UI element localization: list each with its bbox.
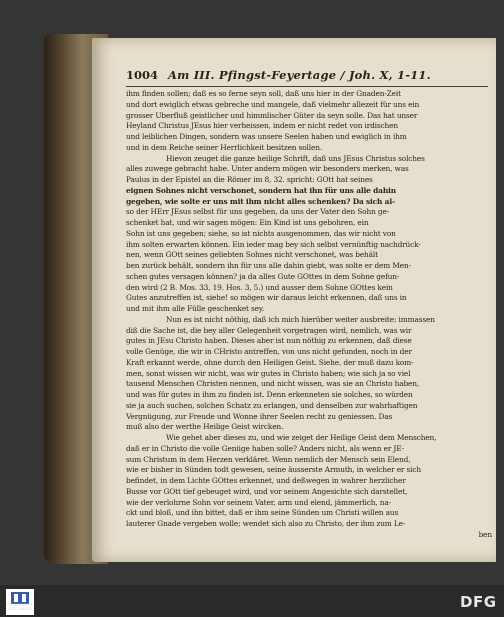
footer-bar: [0, 585, 504, 617]
text-line: muß also der werthe Heilige Geist wircken.: [126, 422, 284, 432]
header-rule: [126, 86, 488, 87]
book-page: [92, 38, 496, 562]
text-line: Kraft erkannt werde, ohne durch den Heiligen Geist. Siehe, der muß dazu kom-: [126, 357, 414, 367]
dfg-logo: DFG: [460, 593, 497, 611]
text-line: diß die Sache ist, die bey aller Gelegenheit vorgetragen wird, nemlich, was wir: [126, 325, 412, 335]
text-line: schenket hat, und wir sagen mögen: Ein Kind ist uns gebohren, ein: [126, 218, 369, 227]
text-line: wie der verlohrne Sohn vor seinem Vater, arm und elend, jämmerlich, na-: [126, 497, 391, 507]
library-logo-icon: [6, 589, 34, 615]
text-line: nen, wenn GOtt seines geliebten Sohnes nicht verschonet, was behält: [126, 250, 378, 260]
text-line: wie er bisher in Sünden todt gewesen, seine äusserste Armuth, in welcher er sich: [126, 465, 421, 475]
text-line: und leiblichen Dingen, sondern was unsere Seelen haben und ewiglich in ihm: [126, 132, 407, 141]
text-line: und was für gutes in ihm zu finden ist. Denn erkenneten sie solches, so würden: [126, 390, 413, 399]
text-line: und mit ihm alle Fülle geschenket sey.: [126, 304, 265, 313]
text-line: Paulus in der Epistel an die Römer im 8, 32. spricht: GOtt hat seines: [126, 175, 373, 184]
text-line: sie ja auch suchen, solchen Schatz zu erlangen, und denselben zur wahrhaftigen: [126, 400, 418, 410]
text-line: Nun es ist nicht nöthig, daß ich mich hierüber weiter ausbreite: immassen: [166, 314, 435, 324]
text-line: so der HErr JEsus selbst für uns gegeben, da uns der Vater den Sohn ge-: [126, 207, 390, 217]
text-line: tausend Menschen Christen nennen, und nicht wissen, was sie an Christo haben,: [126, 379, 420, 389]
text-line: lauterer Gnade vergeben wolle; wendet sich also zu Christo, der ihm zum Le-: [126, 519, 406, 528]
text-line: Hievon zeuget die ganze heilige Schrift, daß uns JEsus Christus solches: [166, 153, 425, 163]
text-line: Vergnügung, zur Freude und Wonne ihrer Seelen recht zu geniessen. Das: [126, 411, 393, 421]
text-line: und in dem Reiche seiner Herrlichkeit besitzen sollen.: [126, 142, 323, 152]
text-line: ckt und bloß, und ihn bittet, daß er ihm seine Sünden um Christi willen aus: [126, 508, 399, 518]
body-text: [126, 89, 492, 541]
text-line: daß er in Christo die volle Genüge haben solle? Anders nicht, als wenn er JE-: [126, 443, 404, 453]
text-line: ben zurück behält, sondern ihn für uns alle dahin giebt, was solte er dem Men-: [126, 261, 411, 270]
text-line: Busse vor GOtt tief gebeuget wird, und vor seinem Angesichte sich darstellet,: [126, 486, 408, 496]
text-line: ihm finden sollen; daß es so ferne seyn soll, daß uns hier in der Gnaden-Zeit: [126, 89, 401, 98]
text-line: sum Christum in dem Herzen verkläret. Wenn nemlich der Mensch sein Elend,: [126, 454, 411, 464]
text-line: befindet, in dem Lichte GOttes erkennet, und deßwegen in wahrer herzlicher: [126, 476, 406, 485]
text-line: schen gutes versagen können? ja da alles Gute GOttes in dem Sohne gefun-: [126, 271, 400, 281]
page-number: 1004: [126, 68, 159, 82]
text-line: gegeben, wie solte er uns mit ihm nicht alles schenken? Da sich al-: [126, 196, 395, 206]
text-line: gutes in JEsu Christo haben. Dieses aber ist nun nöthig zu erkennen, daß diese: [126, 336, 412, 346]
text-line: den wird (2 B. Mos. 33, 19. Hos. 3, 5.) und ausser dem Sohne GOttes kein: [126, 282, 393, 292]
text-line: eignen Sohnes nicht verschonet, sondern hat ihn für uns alle dahin: [126, 185, 396, 195]
text-line: Heyland Christus JEsus hier verheissen, indem er nicht redet von irdischen: [126, 121, 398, 131]
running-title: Am III. Pfingst-Feyertage / Joh. X, 1-11.: [168, 68, 431, 82]
text-line: Gutes anzutreffen ist, siehe! so mögen wir daraus leicht erkennen, daß uns in: [126, 293, 407, 303]
text-line: und dort ewiglich etwas gebreche und mangele, daß vielmehr allezeit für uns ein: [126, 99, 420, 109]
text-line: Sohn ist uns gegeben; siehe, so ist nichts ausgenommen, das wir nicht von: [126, 228, 396, 238]
text-line: alles zuwege gebracht habe. Unter andern mögen wir besonders merken, was: [126, 164, 409, 174]
text-line: men, sonst wissen wir nicht, was wir gutes in Christo haben; wie sich ja so viel: [126, 368, 411, 378]
text-line: volle Genüge, die wir in CHristo antreffen, von uns nicht gefunden, noch in der: [126, 347, 412, 356]
library-name: FRANCKESCHE STIFTUNGEN: [7, 603, 33, 611]
text-line: ben: [478, 529, 492, 539]
text-line: Wie gehet aber dieses zu, und wie zeiget der Heilige Geist dem Menschen,: [166, 433, 437, 442]
text-line: ihm solten erwarten können. Ein ieder mag bey sich selbst vernünftig nachdrück-: [126, 239, 421, 249]
text-line: grosser Uberfluß geistlicher und himmlischer Güter da seyn solle. Das hat unser: [126, 110, 418, 120]
page-header: [126, 68, 488, 84]
